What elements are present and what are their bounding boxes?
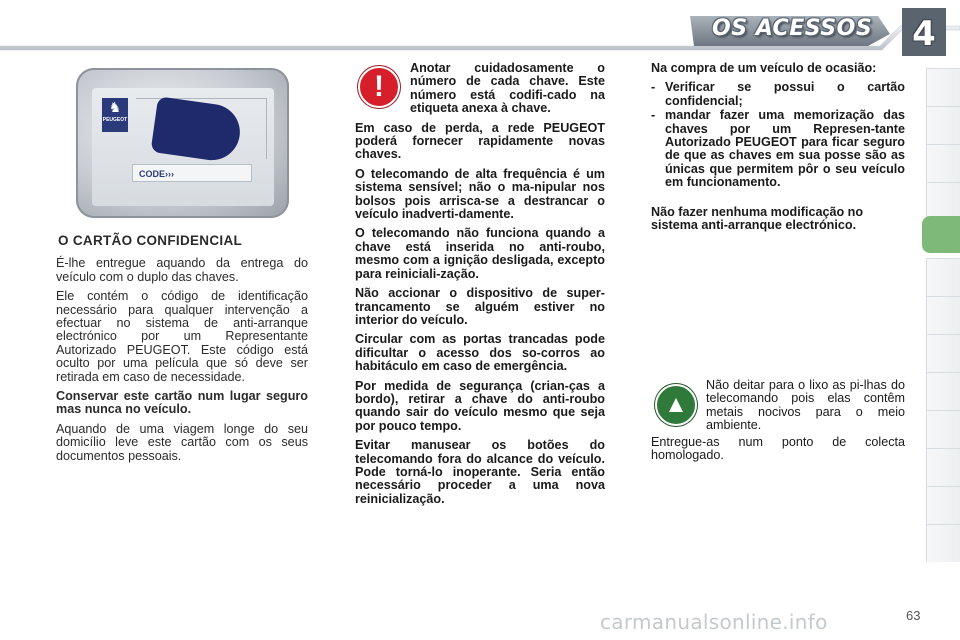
column-warnings bbox=[355, 62, 605, 512]
list-dash: - bbox=[651, 80, 656, 95]
peugeot-logo bbox=[102, 98, 128, 132]
paragraph: Aquando de uma viagem longe do seu domicílio leve este cartão com os seus documentos pessoais. bbox=[56, 421, 308, 463]
page-title: OS ACESSOS bbox=[712, 16, 873, 41]
paragraph: Circular com as portas trancadas pode dificultar o acesso dos so-corros ao habitáculo em caso de emergência. bbox=[355, 332, 605, 374]
chapter-tab[interactable] bbox=[926, 258, 960, 296]
watermark: carmanualsonline.info bbox=[600, 610, 828, 634]
paragraph-bold: Conservar este cartão num lugar seguro mas nunca no veículo. bbox=[56, 389, 308, 417]
exclamation-icon: ! bbox=[358, 66, 400, 108]
environment-text: Não deitar para o lixo as pi-lhas do telecomando pois elas contêm metais nocivos para o meio ambiente. bbox=[706, 378, 905, 433]
paragraph: O telecomando de alta frequência é um sistema sensível; não o ma-nipular nos bolsos pois arrisca-se a destrancar o veículo inadverti-damente. bbox=[355, 166, 605, 222]
chapter-tab[interactable] bbox=[926, 106, 960, 144]
paragraph: É-lhe entregue aquando da entrega do veículo com o duplo das chaves. bbox=[56, 256, 308, 284]
chapter-tab[interactable] bbox=[926, 524, 960, 562]
confidential-card-image bbox=[76, 68, 289, 218]
chapter-tab[interactable] bbox=[926, 68, 960, 106]
list-item bbox=[651, 109, 905, 189]
chapter-tab[interactable] bbox=[926, 372, 960, 410]
paragraph: Por medida de segurança (crian-ças a bordo), retirar a chave do anti-roubo quando sair do veículo mesmo que seja por pouco tempo. bbox=[355, 378, 605, 433]
column-confidential-card bbox=[56, 233, 308, 469]
list-item bbox=[651, 81, 905, 108]
tree-icon: ▲ bbox=[655, 384, 697, 426]
chapter-tab[interactable] bbox=[926, 144, 960, 182]
card-face bbox=[92, 88, 274, 206]
page-number: 63 bbox=[906, 608, 921, 623]
paragraph: Na compra de um veículo de ocasião: bbox=[651, 61, 877, 75]
paragraph: O telecomando não funciona quando a chave está inserida no anti-roubo, mesmo com a ignição desligada, excepto para reiniciali-zação. bbox=[355, 226, 605, 281]
paragraph: Em caso de perda, a rede PEUGEOT poderá fornecer rapidamente novas chaves. bbox=[355, 120, 605, 162]
lion-icon: ♞ bbox=[108, 99, 122, 115]
chapter-number: 4 bbox=[912, 14, 936, 54]
paragraph: Evitar manusear os botões do telecomando fora do alcance do veículo. Pode torná-lo inoperante. Seria então necessário proceder a uma nova reinicialização. bbox=[355, 438, 605, 506]
chapter-tab[interactable] bbox=[926, 296, 960, 334]
chapter-tab[interactable] bbox=[926, 448, 960, 486]
code-label: CODE››› bbox=[132, 164, 252, 182]
list-item-text: mandar fazer uma memorização das chaves por um Represen-tante Autorizado PEUGEOT para ficar seguro de que as chaves em sua posse são as únicas que permitem pôr o seu veículo em funcionamento. bbox=[665, 108, 905, 190]
chapter-tab[interactable] bbox=[926, 334, 960, 372]
chapter-tabs bbox=[926, 68, 960, 574]
chapter-tab[interactable] bbox=[926, 486, 960, 524]
chapter-tab[interactable] bbox=[926, 410, 960, 448]
logo-text: PEUGEOT bbox=[102, 117, 128, 123]
warning-lead: Anotar cuidadosamente o número de cada chave. Este número está codifi-cado na etiqueta anexa à chave. bbox=[410, 61, 605, 116]
environment-note bbox=[651, 379, 905, 462]
chapter-tab[interactable] bbox=[926, 182, 960, 220]
checklist bbox=[651, 81, 905, 189]
list-item-text: Verificar se possui o cartão confidencial; bbox=[665, 80, 905, 108]
list-dash: - bbox=[651, 108, 656, 123]
section-heading: O CARTÃO CONFIDENCIAL bbox=[58, 233, 243, 248]
paragraph: Não accionar o dispositivo de super-trancamento se alguém estiver no interior do veículo. bbox=[355, 286, 605, 327]
paragraph: Não fazer nenhuma modificação no sistema anti-arranque electrónico. bbox=[651, 204, 864, 233]
column-used-vehicle bbox=[651, 62, 905, 238]
chapter-tab-active[interactable] bbox=[922, 216, 960, 253]
environment-text: Entregue-as num ponto de colecta homologado. bbox=[651, 434, 905, 463]
paragraph: Ele contém o código de identificação necessário para qualquer intervenção a efectuar no sistema de anti-arranque electrónico por um Representante Autorizado PEUGEOT. Este código está oculto por uma película que só deve ser retirada em caso de necessidade. bbox=[56, 289, 308, 384]
